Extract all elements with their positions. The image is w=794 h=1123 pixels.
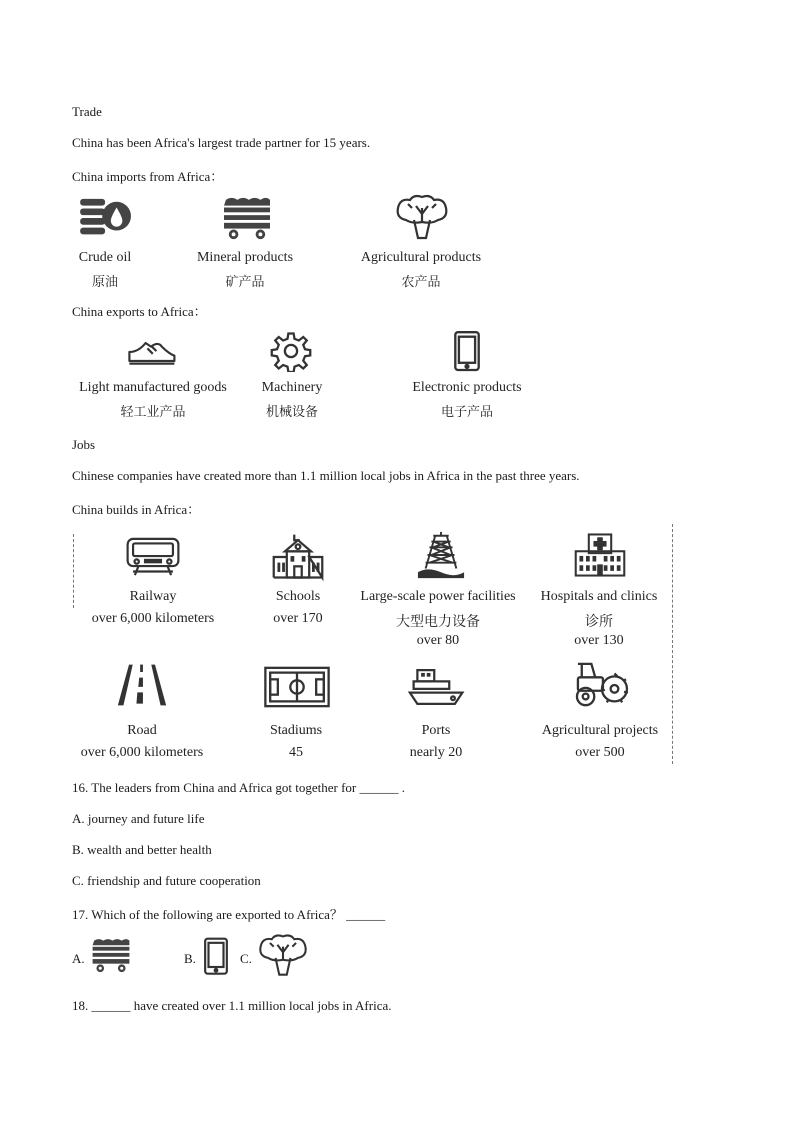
build-name: Schools (275, 589, 321, 604)
build-amount: over 130 (574, 633, 624, 648)
build-amount: over 80 (416, 633, 460, 648)
export-label-en: Electronic products (412, 380, 522, 395)
export-label-en: Light manufactured goods (79, 380, 227, 395)
build-name: Railway (129, 589, 177, 604)
question-16-option-b[interactable]: B. wealth and better health (72, 842, 212, 857)
gear-icon (270, 330, 312, 372)
build-amount: over 500 (575, 745, 625, 760)
panel-border-right (672, 524, 673, 764)
tablet-icon (449, 330, 485, 374)
mineral-cart-icon[interactable] (88, 936, 134, 976)
tablet-icon[interactable] (199, 937, 233, 977)
jobs-heading: Jobs (72, 437, 96, 452)
question-16-stem: 16. The leaders from China and Africa got together for ______ . (72, 780, 405, 795)
build-zh: 大型电力设备 (396, 615, 480, 630)
mineral-cart-icon (218, 196, 276, 242)
builds-label: China builds in Africa： (72, 502, 201, 517)
import-label-zh: 原油 (91, 274, 118, 289)
tractor-icon (570, 660, 632, 710)
build-name: Road (127, 723, 157, 738)
question-16-option-a[interactable]: A. journey and future life (72, 811, 205, 826)
imports-label: China imports from Africa： (72, 169, 224, 184)
build-name: Agricultural projects (541, 723, 659, 738)
export-label-en: Machinery (261, 380, 323, 395)
build-zh: 诊所 (585, 615, 613, 630)
school-icon (270, 532, 326, 582)
trade-heading: Trade (72, 104, 102, 119)
hospital-icon (572, 530, 628, 580)
question-17-option-c-label[interactable]: C. (240, 951, 252, 966)
train-icon (124, 534, 182, 580)
import-label-en: Crude oil (78, 250, 132, 265)
panel-border-left (73, 534, 74, 608)
build-amount: over 6,000 kilometers (91, 611, 215, 626)
broccoli-icon[interactable] (255, 933, 311, 979)
jobs-paragraph: Chinese companies have created more than 1.1 million local jobs in Africa in the past three years. (72, 468, 580, 483)
question-17-option-a-label[interactable]: A. (72, 951, 85, 966)
build-name: Ports (421, 723, 451, 738)
exports-label: China exports to Africa： (72, 304, 207, 319)
import-label-zh: 农产品 (401, 274, 441, 289)
shoe-icon (124, 334, 178, 370)
build-name: Large-scale power facilities (360, 589, 516, 604)
build-amount: over 170 (273, 611, 323, 626)
build-name: Hospitals and clinics (540, 589, 658, 604)
question-16-option-c[interactable]: C. friendship and future cooperation (72, 873, 261, 888)
question-17-stem: 17. Which of the following are exported to Africa？ ______ (72, 907, 386, 922)
export-label-zh: 轻工业产品 (120, 404, 186, 419)
question-18-stem: 18. ______ have created over 1.1 million local jobs in Africa. (72, 998, 392, 1013)
broccoli-icon (392, 194, 452, 242)
build-amount: 45 (289, 745, 303, 760)
import-label-en: Mineral products (196, 250, 294, 265)
import-label-en: Agricultural products (360, 250, 482, 265)
export-label-zh: 机械设备 (265, 404, 318, 419)
road-icon (116, 660, 168, 710)
build-amount: over 6,000 kilometers (80, 745, 204, 760)
import-label-zh: 矿产品 (225, 274, 265, 289)
ship-icon (408, 664, 468, 710)
crude-oil-icon (78, 196, 136, 242)
build-name: Stadiums (269, 723, 323, 738)
trade-paragraph: China has been Africa's largest trade partner for 15 years. (72, 135, 371, 150)
build-amount: nearly 20 (409, 745, 463, 760)
stadium-icon (262, 664, 332, 710)
power-tower-icon (414, 530, 468, 580)
question-17-option-b-label[interactable]: B. (184, 951, 196, 966)
export-label-zh: 电子产品 (440, 404, 493, 419)
